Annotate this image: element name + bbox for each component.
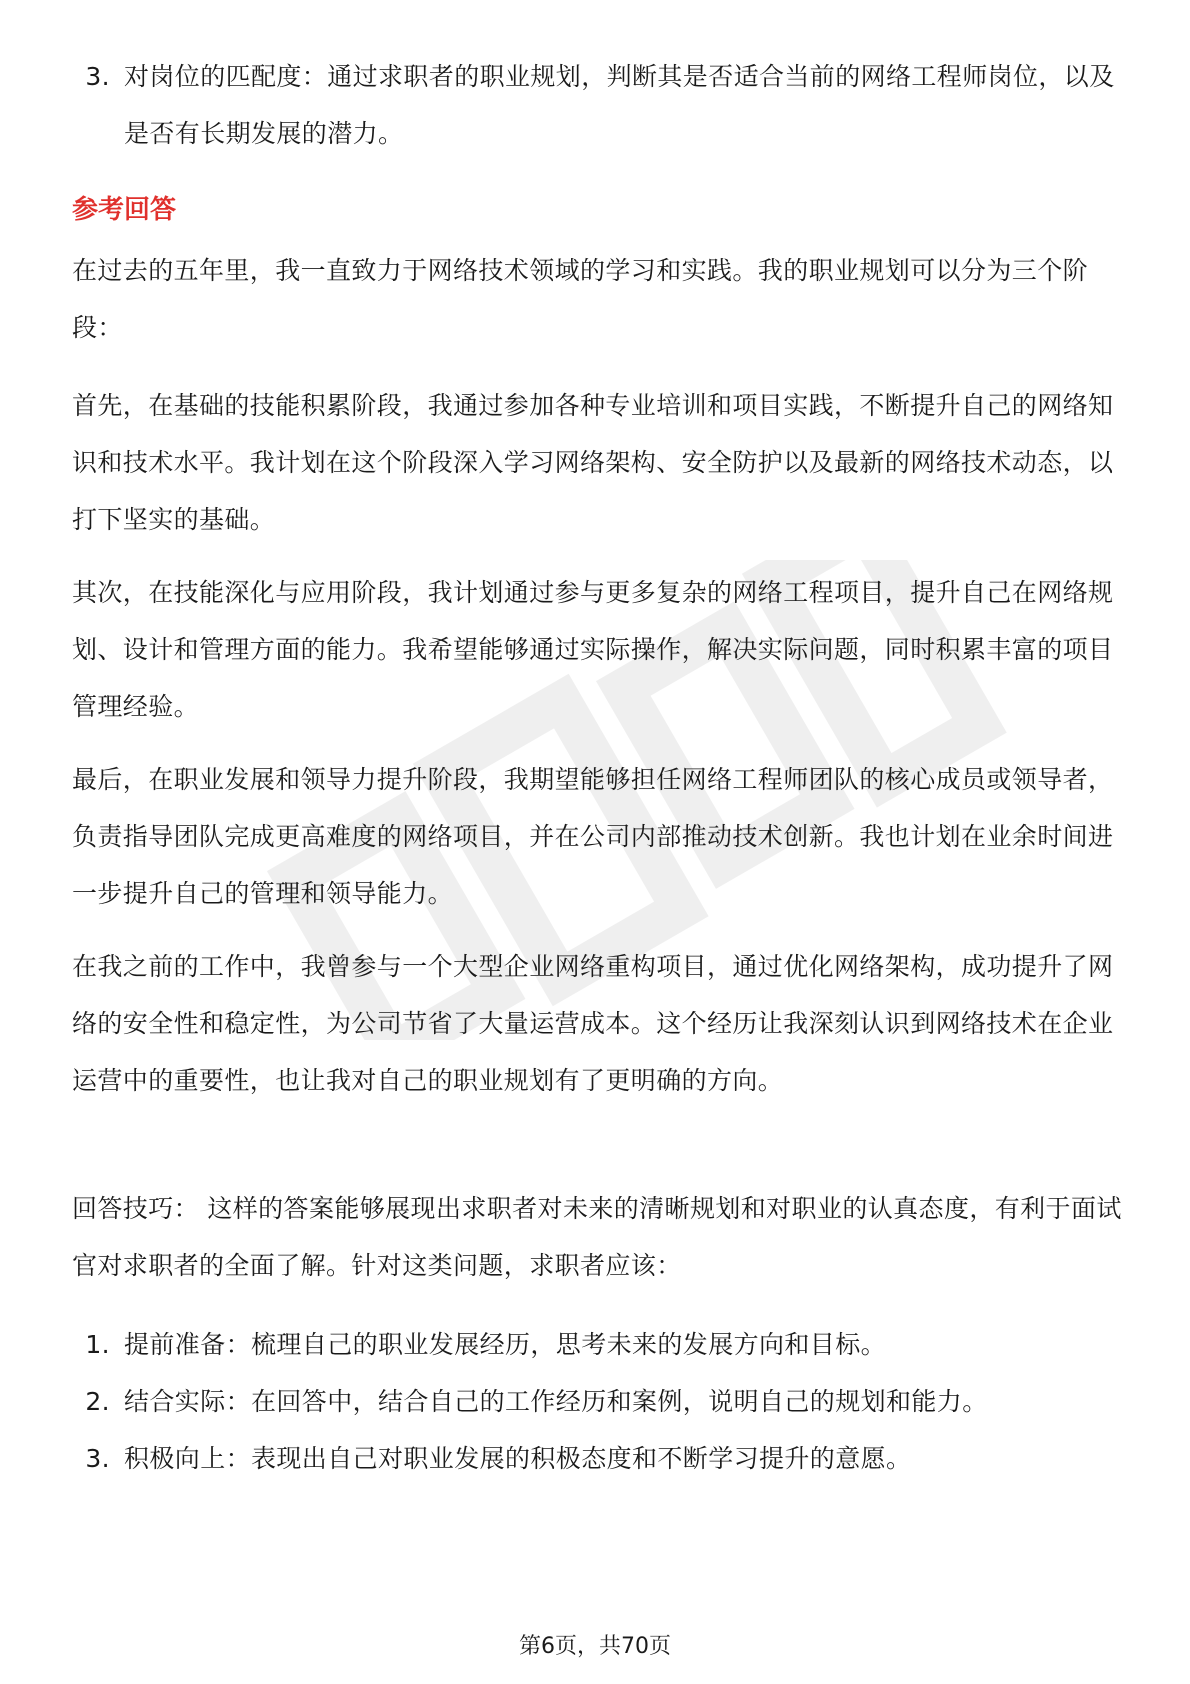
page-number-footer: 第6页，共70页 [519,1634,671,1659]
paragraph-second-stage: 其次，在技能深化与应用阶段，我计划通过参与更多复杂的网络工程项目，提升自己在网络规划、设计和管理方面的能力。我希望能够通过实际操作，解决实际问题，同时积累丰富的项目管理经验。 [72,578,1114,721]
top-list [72,48,1122,162]
list-item [72,1430,1122,1487]
list-text: 积极向上：表现出自己对职业发展的积极态度和不断学习提升的意愿。 [124,1444,912,1473]
list-item [72,1316,1122,1373]
paragraph-final-stage: 最后，在职业发展和领导力提升阶段，我期望能够担任网络工程师团队的核心成员或领导者，负责指导团队完成更高难度的网络项目，并在公司内部推动技术创新。我也计划在业余时间进一步提升自己的管理和领导能力。 [72,765,1114,908]
list-text: 对岗位的匹配度：通过求职者的职业规划，判断其是否适合当前的网络工程师岗位，以及是否有长期发展的潜力。 [124,62,1115,148]
section-heading: 参考回答 [72,195,177,225]
paragraph-first-stage: 首先，在基础的技能积累阶段，我通过参加各种专业培训和项目实践，不断提升自己的网络知识和技术水平。我计划在这个阶段深入学习网络架构、安全防护以及最新的网络技术动态，以打下坚实的基础。 [72,391,1114,534]
list-item [72,48,1122,162]
paragraph-intro: 在过去的五年里，我一直致力于网络技术领域的学习和实践。我的职业规划可以分为三个阶段： [72,256,1089,342]
list-item [72,1373,1122,1430]
list-number: 2. [85,1387,110,1416]
list-text: 结合实际：在回答中，结合自己的工作经历和案例，说明自己的规划和能力。 [124,1387,988,1416]
list-number: 3. [85,1444,110,1473]
list-number: 3. [85,62,110,91]
list-text: 提前准备：梳理自己的职业发展经历，思考未来的发展方向和目标。 [124,1330,887,1359]
paragraph-tips-intro: 回答技巧： 这样的答案能够展现出求职者对未来的清晰规划和对职业的认真态度，有利于面试官对求职者的全面了解。针对这类问题，求职者应该： [72,1194,1122,1280]
tips-list [72,1316,1122,1487]
list-number: 1. [85,1330,110,1359]
paragraph-experience: 在我之前的工作中，我曾参与一个大型企业网络重构项目，通过优化网络架构，成功提升了网络的安全性和稳定性，为公司节省了大量运营成本。这个经历让我深刻认识到网络技术在企业运营中的重要性，也让我对自己的职业规划有了更明确的方向。 [72,952,1114,1095]
